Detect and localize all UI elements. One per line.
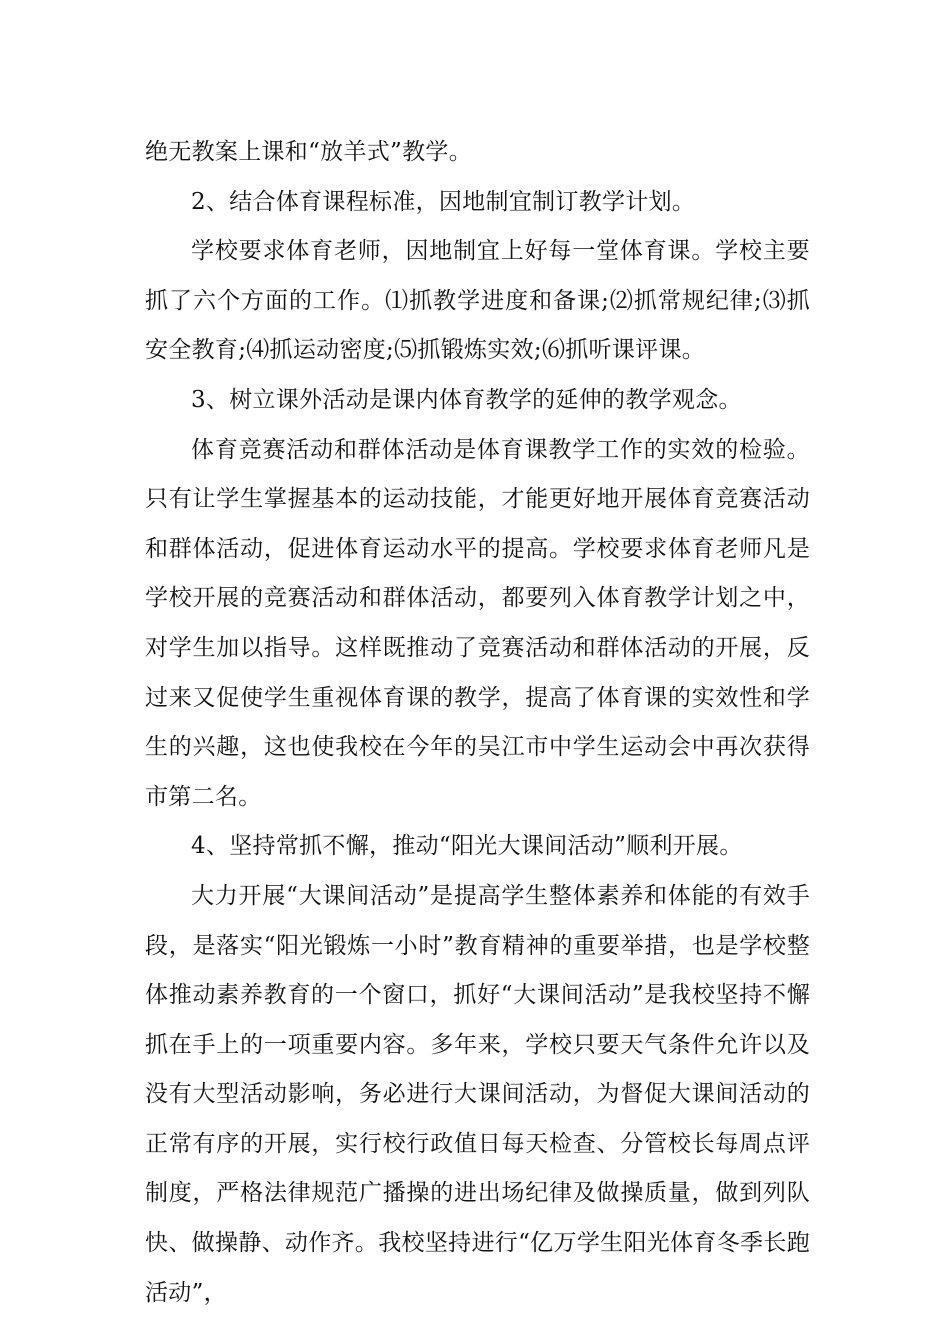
section-heading-2: 2、结合体育课程标准，因地制宜制订教学计划。 (191, 188, 696, 215)
section-heading-3: 3、树立课外活动是课内体育教学的延伸的教学观念。 (191, 386, 742, 413)
paragraph-competition-activities: 体育竞赛活动和群体活动是体育课教学工作的实效的检验。只有让学生掌握基本的运动技能，才能更好地开展体育竞赛活动和群体活动，促进体育运动水平的提高。学校要求体育老师凡是学校开展的竞赛活动和群体活动，都要列入体育教学计划之中，对学生加以指导。这样既推动了竞赛活动和群体活动的开展，反过来又促使学生重视体育课的教学，提高了体育课的实效性和学生的兴趣，这也使我校在今年的吴江市中学生运动会中再次获得市第二名。 (145, 436, 810, 810)
paragraph-teaching-plan: 学校要求体育老师，因地制宜上好每一堂体育课。学校主要抓了六个方面的工作。⑴抓教学进度和备课;⑵抓常规纪律;⑶抓安全教育;⑷抓运动密度;⑸抓锻炼实效;⑹抓听课评课。 (145, 238, 810, 364)
document-body (145, 128, 810, 1318)
paragraph-sunshine-activities: 大力开展“大课间活动”是提高学生整体素养和体能的有效手段，是落实“阳光锻炼一小时”教育精神的重要举措，也是学校整体推动素养教育的一个窗口，抓好“大课间活动”是我校坚持不懈抓在手上的一项重要内容。多年来，学校只要天气条件允许以及没有大型活动影响，务必进行大课间活动，为督促大课间活动的正常有序的开展，实行校行政值日每天检查、分管校长每周点评制度，严格法律规范广播操的进出场纪律及做操质量，做到列队快、做操静、动作齐。我校坚持进行“亿万学生阳光体育冬季长跑活动”， (145, 882, 810, 1306)
section-heading-4: 4、坚持常抓不懈，推动“阳光大课间活动”顺利开展。 (191, 833, 743, 860)
paragraph-continuation: 绝无教案上课和“放羊式”教学。 (145, 139, 473, 165)
